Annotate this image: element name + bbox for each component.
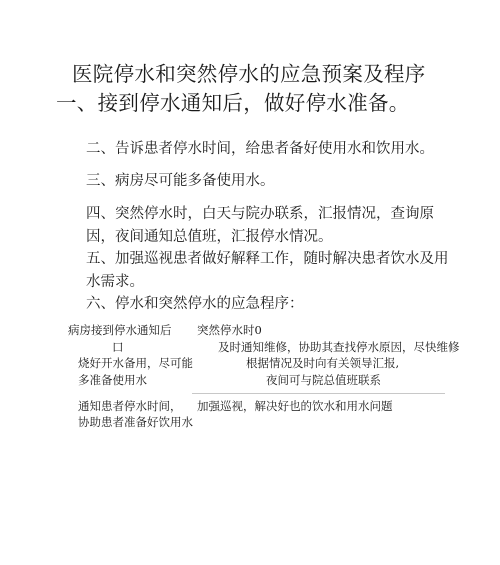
divider-line <box>192 393 445 394</box>
list-item-4: 四、突然停水时，白天与院办联系，汇报情况，查询原因，夜间通知总值班，汇报停水情况。 <box>86 206 434 245</box>
list-item-2: 二、告诉患者停水时间，给患者备好使用水和饮用水。 <box>86 141 434 157</box>
flow-step-store-water: 多准备使用水 <box>78 373 147 387</box>
flow-step-notify-patients: 通知患者停水时间， <box>78 399 182 413</box>
list-item-6: 六、停水和突然停水的应急程序： <box>86 296 304 312</box>
flow-step-notify-repair: 及时通知维修，协助其查找停水原因，尽快维修 <box>218 340 460 354</box>
flow-step-sudden-outage: 突然停水时0 <box>197 323 262 337</box>
flow-step-report-leaders: 根据情况及时向有关领导汇报, <box>246 356 400 370</box>
list-item-3: 三、病房尽可能多备使用水。 <box>86 173 275 189</box>
flow-step-strengthen-rounds: 加强巡视，解决好也的饮水和用水问题 <box>197 399 393 413</box>
flow-step-ward-notified: 病房接到停水通知后 <box>68 323 172 337</box>
list-item-5: 五、加强巡视患者做好解释工作，随时解决患者饮水及用水需求。 <box>86 251 449 290</box>
flow-connector-mark: 口 <box>112 340 124 354</box>
flow-step-prepare-drinking-water: 协助患者准备好饮用水 <box>78 415 193 429</box>
flow-step-boil-water: 烧好开水备用，尽可能 <box>78 356 193 370</box>
section-one-heading: 一、接到停水通知后，做好停水准备。 <box>56 91 410 115</box>
document-title: 医院停水和突然停水的应急预案及程序 <box>72 62 426 86</box>
flow-step-night-duty: 夜间可与院总值班联系 <box>266 373 381 387</box>
